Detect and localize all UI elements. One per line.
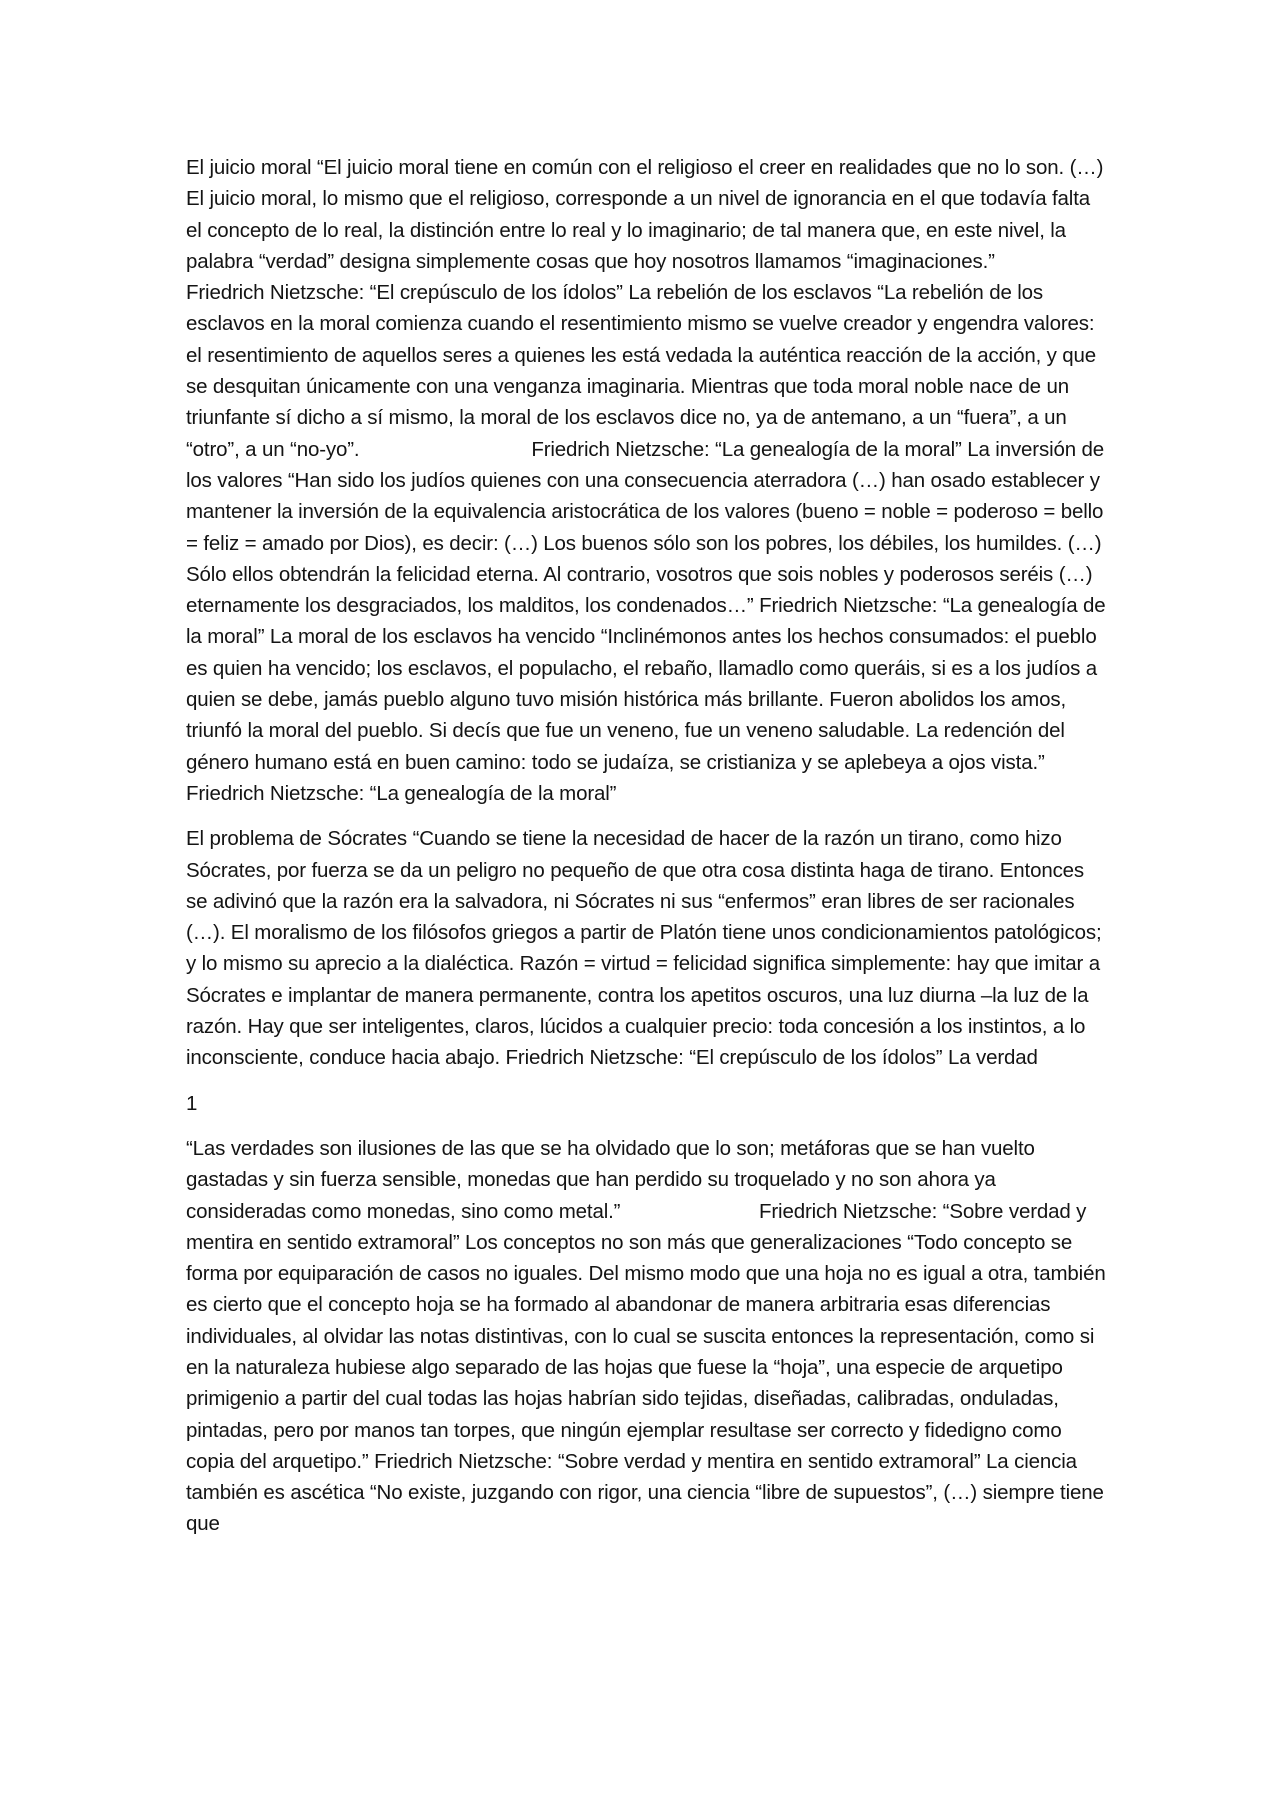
document-page [186,152,1134,1540]
paragraph-truth: “Las verdades son ilusiones de las que se ha olvidado que lo son; metáforas que se han vuelto gastadas y sin fuerza sensible, monedas que han perdido su troquelado y no son ahora ya consideradas como monedas, sino como metal.” Friedrich Nietzsche: “Sobre verdad y mentira en sentido extramoral” Los conceptos no son más que generalizaciones “Todo concepto se forma por equiparación de casos no iguales. Del mismo modo que una hoja no es igual a otra, también es cierto que el concepto hoja se ha formado al abandonar de manera arbitraria esas diferencias individuales, al olvidar las notas distintivas, con lo cual se suscita entonces la representación, como si en la naturaleza hubiese algo separado de las hojas que fuese la “hoja”, una especie de arquetipo primigenio a partir del cual todas las hojas habrían sido tejidas, diseñadas, calibradas, onduladas, pintadas, pero por manos tan torpes, que ningún ejemplar resultase ser correcto y fidedigno como copia del arquetipo.” Friedrich Nietzsche: “Sobre verdad y mentira en sentido extramoral” La ciencia también es ascética “No existe, juzgando con rigor, una ciencia “libre de supuestos”, (…) siempre tiene que [186,1136,1112,1536]
page-number: 1 [186,1091,198,1115]
paragraph-socrates: El problema de Sócrates “Cuando se tiene la necesidad de hacer de la razón un tirano, como hizo Sócrates, por fuerza se da un peligro no pequeño de que otra cosa distinta haga de tirano. Entonces se adivinó que la razón era la salvadora, ni Sócrates ni sus “enfermos” eran libres de ser racionales (…). El moralismo de los filósofos griegos a partir de Platón tiene unos condicionamientos patológicos; y lo mismo su aprecio a la dialéctica. Razón = virtud = felicidad significa simplemente: hay que imitar a Sócrates e implantar de manera permanente, contra los apetitos oscuros, una luz diurna –la luz de la razón. Hay que ser inteligentes, claros, lúcidos a cualquier precio: toda concesión a los instintos, a lo inconsciente, conduce hacia abajo. Friedrich Nietzsche: “El crepúsculo de los ídolos” La verdad [186,827,1108,1070]
paragraph-moral-judgment: El juicio moral “El juicio moral tiene en común con el religioso el creer en realidades que no lo son. (…) El juicio moral, lo mismo que el religioso, corresponde a un nivel de ignorancia en el que todavía falta el concepto de lo real, la distinción entre lo real y lo imaginario; de tal manera que, en este nivel, la palabra “verdad” designa simplemente cosas que hoy nosotros llamamos “imaginaciones.” Friedrich Nietzsche: “El crepúsculo de los ídolos” La rebelión de los esclavos “La rebelión de los esclavos en la moral comienza cuando el resentimiento mismo se vuelve creador y engendra valores: el resentimiento de aquellos seres a quienes les está vedada la auténtica reacción de la acción, y que se desquitan únicamente con una venganza imaginaria. Mientras que toda moral noble nace de un triunfante sí dicho a sí mismo, la moral de los esclavos dice no, ya de antemano, a un “fuera”, a un “otro”, a un “no-yo”. Friedrich Nietzsche: “La genealogía de la moral” La inversión de los valores “Han sido los judíos quienes con una consecuencia aterradora (…) han osado establecer y mantener la inversión de la equivalencia aristocrática de los valores (bueno = noble = poderoso = bello = feliz = amado por Dios), es decir: (…) Los buenos sólo son los pobres, los débiles, los humildes. (…) Sólo ellos obtendrán la felicidad eterna. Al contrario, vosotros que sois nobles y poderosos seréis (…) eternamente los desgraciados, los malditos, los condenados…” Friedrich Nietzsche: “La genealogía de la moral” La moral de los esclavos ha vencido “Inclinémonos antes los hechos consumados: el pueblo es quien ha vencido; los esclavos, el populacho, el rebaño, llamadlo como queráis, si es a los judíos a quien se debe, jamás pueblo alguno tuvo misión histórica más brillante. Fueron abolidos los amos, triunfó la moral del pueblo. Si decís que fue un veneno, fue un veneno saludable. La redención del género humano está en buen camino: todo se judaíza, se cristianiza y se aplebeya a ojos vista.” Friedrich Nietzsche: “La genealogía de la moral” [186,156,1134,805]
